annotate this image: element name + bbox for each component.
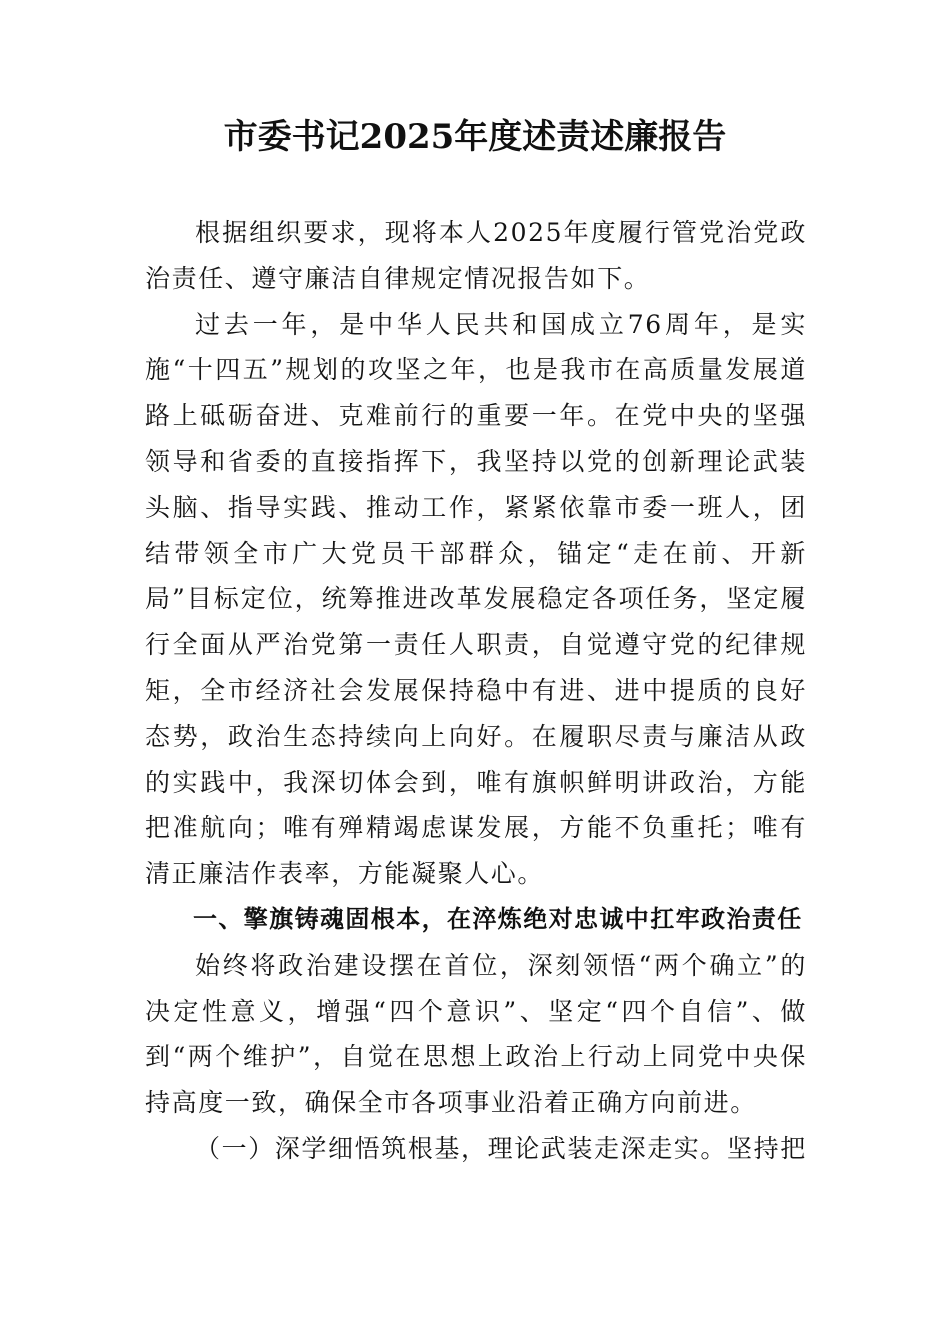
section-heading: 一、擎旗铸魂固根本，在淬炼绝对忠诚中扛牢政治责任: [193, 904, 803, 933]
document-title: 市委书记2025年度述责述廉报告: [223, 117, 727, 157]
subsection-paragraph: （一）深学细悟筑根基，理论武装走深走实。坚持把: [195, 1133, 807, 1163]
overview-paragraph: 过去一年，是中华人民共和国成立76周年，是实施“十四五”规划的攻坚之年，也是我市在高质量发展道路上砥砺奋进、克难前行的重要一年。在党中央的坚强领导和省委的直接指挥下，我坚持以党的创新理论武装头脑、指导实践、推动工作，紧紧依靠市委一班人，团结带领全市广大党员干部群众，锚定“走在前、开新局”目标定位，统筹推进改革发展稳定各项任务，坚定履行全面从严治党第一责任人职责，自觉遵守党的纪律规矩，全市经济社会发展保持稳中有进、进中提质的良好态势，政治生态持续向上向好。在履职尽责与廉洁从政的实践中，我深切体会到，唯有旗帜鲜明讲政治，方能把准航向；唯有殚精竭虑谋发展，方能不负重托；唯有清正廉洁作表率，方能凝聚人心。: [145, 309, 807, 889]
section-paragraph: 始终将政治建设摆在首位，深刻领悟“两个确立”的决定性意义，增强“四个意识”、坚定“四个自信”、做到“两个维护”，自觉在思想上政治上行动上同党中央保持高度一致，确保全市各项事业沿着正确方向前进。: [145, 950, 807, 1118]
document-body: [145, 210, 807, 1172]
intro-paragraph: 根据组织要求，现将本人2025年度履行管党治党政治责任、遵守廉洁自律规定情况报告如下。: [145, 218, 807, 293]
